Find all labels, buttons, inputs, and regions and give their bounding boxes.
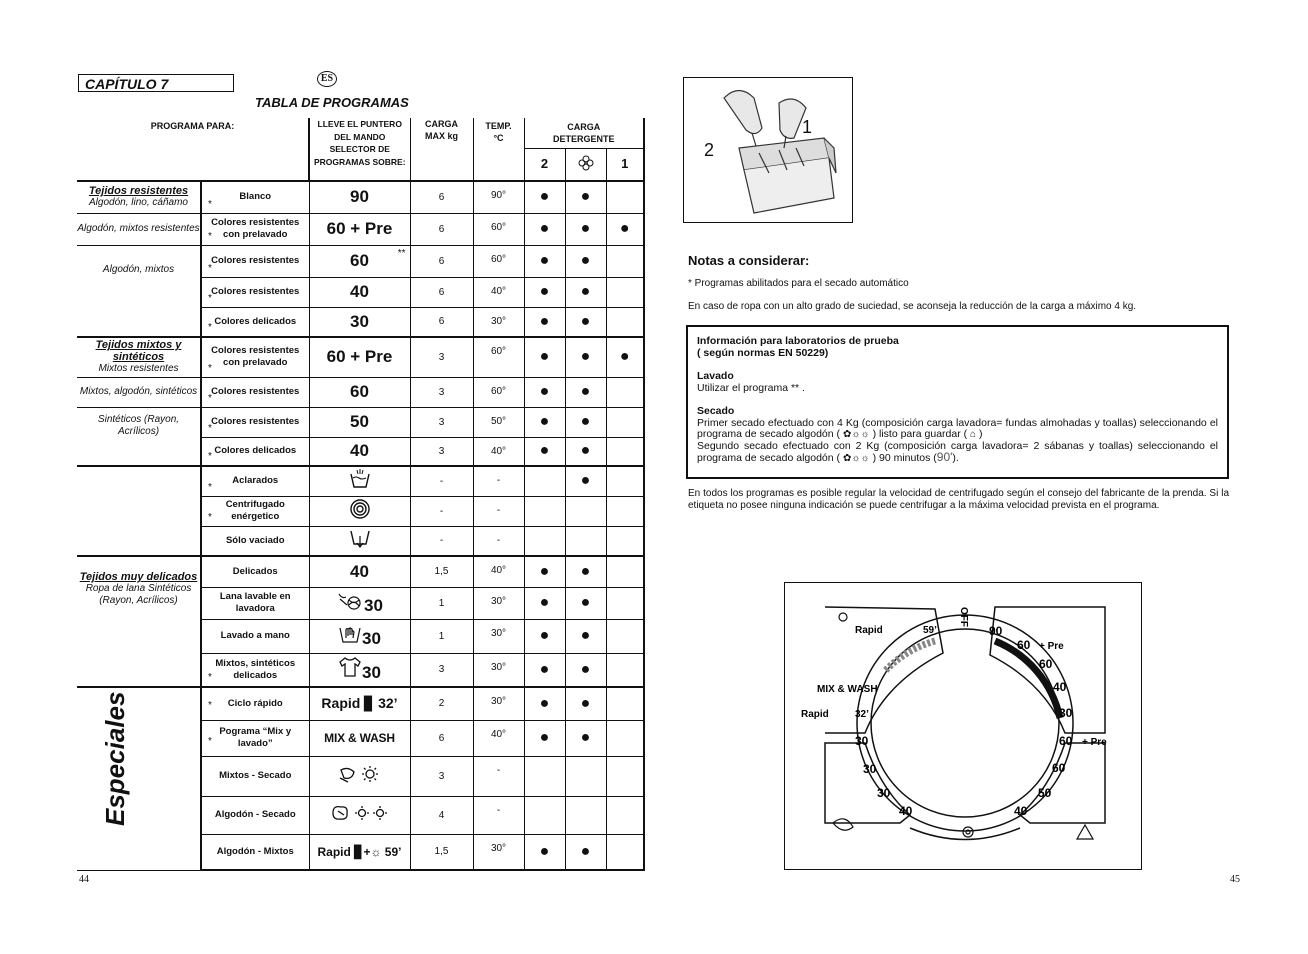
- temperature: 60°: [473, 245, 524, 277]
- program-name: Delicados: [201, 556, 309, 587]
- load-kg: 6: [410, 720, 473, 756]
- program-name: Colores delicados *: [201, 437, 309, 466]
- svg-text:Rapid: Rapid: [855, 625, 883, 636]
- group-muy-delicados: Tejidos muy delicados Ropa de lana Sintéticos (Rayon, Acrílicos): [77, 556, 201, 687]
- detergent-1: [606, 496, 644, 526]
- lab-title: Información para laboratorios de prueba: [697, 335, 899, 347]
- temperature: 60°: [473, 213, 524, 245]
- detergent-flower: ●: [565, 245, 606, 277]
- program-dial-illustration: [784, 582, 1142, 870]
- detergent-1: ●: [606, 213, 644, 245]
- detergent-2: ●: [524, 587, 565, 619]
- svg-text:30: 30: [1059, 706, 1073, 720]
- detergent-flower: ●: [565, 653, 606, 687]
- temperature: 40°: [473, 277, 524, 307]
- selector-value: 30: [309, 307, 410, 337]
- load-kg: 1: [410, 587, 473, 619]
- load-kg: -: [410, 466, 473, 496]
- note-dryer: * Programas abilitados para el secado automático: [688, 278, 909, 289]
- selector-value: 30: [309, 619, 410, 653]
- load-kg: 1,5: [410, 834, 473, 870]
- svg-text:40: 40: [899, 804, 913, 818]
- secado-text: Primer secado efectuado con 4 Kg (composición carga lavadora= fundas almohadas y toallas) seleccionando el programa de secado algodón ( ✿☼☼ ) listo para guardar ( ⌂ ) Segundo secado efectuado con 2 Kg (composición carga lavadora= 2 sábanas y toallas) seleccionando el programa de secado algodón ( ✿☼☼ ) 90 minutos (90').: [697, 416, 1218, 464]
- detergent-2: ●: [524, 337, 565, 377]
- selector-value: 40: [309, 277, 410, 307]
- load-kg: 3: [410, 337, 473, 377]
- basin-icon: ▊: [354, 844, 364, 859]
- temperature: 30°: [473, 834, 524, 870]
- header-det-1: 1: [606, 148, 644, 181]
- program-name: Colores resistentes *: [201, 245, 309, 277]
- temperature: 30°: [473, 687, 524, 720]
- temperature: 30°: [473, 587, 524, 619]
- detergent-1: [606, 796, 644, 834]
- detergent-flower: ●: [565, 687, 606, 720]
- program-name: Mixtos, sintéticos delicados *: [201, 653, 309, 687]
- load-kg: 6: [410, 245, 473, 277]
- temperature: 40°: [473, 720, 524, 756]
- detergent-2: ●: [524, 181, 565, 213]
- svg-text:+ Pre: + Pre: [1082, 737, 1107, 748]
- temperature: -: [473, 796, 524, 834]
- detergent-2: ●: [524, 834, 565, 870]
- detergent-flower: ●: [565, 466, 606, 496]
- dial-off: OFF: [958, 607, 969, 627]
- detergent-2: ●: [524, 619, 565, 653]
- lab-standard: ( según normas EN 50229): [697, 346, 829, 359]
- spin-note: En todos los programas es posible regular la velocidad de centrifugado según el consejo del fabricante de la prenda. Si la etiqueta no posee ninguna indicación se puede centrifugar a la máxima velocidad prevista en el programa.: [688, 488, 1229, 511]
- temperature: 60°: [473, 377, 524, 407]
- mixed-dry-icon: [309, 756, 410, 796]
- detergent-1: [606, 377, 644, 407]
- group-algodon-mixtos-resistentes: Algodón, mixtos resistentes: [77, 213, 201, 245]
- detergent-1: [606, 720, 644, 756]
- detergent-flower: ●: [565, 437, 606, 466]
- svg-text:+ Pre: + Pre: [1039, 641, 1064, 652]
- temperature: 40°: [473, 556, 524, 587]
- header-detergente: CARGA DETERGENTE: [524, 118, 644, 148]
- load-kg: 4: [410, 796, 473, 834]
- header-det-flower: [565, 148, 606, 181]
- load-kg: -: [410, 496, 473, 526]
- program-name: Colores resistentes con prelavado *: [201, 337, 309, 377]
- detergent-1: [606, 619, 644, 653]
- temperature: -: [473, 756, 524, 796]
- lab-info-box: [686, 325, 1229, 479]
- cotton-dry-icon: ✿☼☼: [842, 429, 870, 440]
- selector-value: 60 + Pre: [309, 213, 410, 245]
- detergent-flower: ●: [565, 834, 606, 870]
- svg-text:30: 30: [863, 762, 877, 776]
- detergent-2: [524, 756, 565, 796]
- cotton-dry-icon: ✿☼☼: [842, 453, 870, 464]
- detergent-flower: ●: [565, 181, 606, 213]
- program-name: Mixtos - Secado: [201, 756, 309, 796]
- selector-value: 40: [309, 437, 410, 466]
- detergent-flower: ●: [565, 377, 606, 407]
- detergent-1: [606, 526, 644, 556]
- selector-value: Rapid ▊ 32’: [309, 687, 410, 720]
- program-name: Blanco *: [201, 181, 309, 213]
- detergent-flower: [565, 756, 606, 796]
- program-name: Lana lavable en lavadora: [201, 587, 309, 619]
- svg-text:32’: 32’: [855, 709, 869, 720]
- program-name: Lavado a mano: [201, 619, 309, 653]
- svg-text:60: 60: [1039, 657, 1053, 671]
- detergent-flower: ●: [565, 277, 606, 307]
- detergent-1: [606, 307, 644, 337]
- temperature: 60°: [473, 337, 524, 377]
- hand-wash-icon: [338, 629, 362, 648]
- selector-value: Rapid ▊+☼ 59’: [309, 834, 410, 870]
- detergent-flower: ●: [565, 337, 606, 377]
- detergent-flower: ●: [565, 619, 606, 653]
- lavado-heading: Lavado: [697, 370, 734, 382]
- detergent-1: [606, 653, 644, 687]
- group-sinteticos: Sintéticos (Rayon, Acrílicos): [77, 407, 201, 466]
- load-kg: 3: [410, 756, 473, 796]
- program-name: Sólo vaciado: [201, 526, 309, 556]
- svg-text:59’: 59’: [923, 625, 937, 636]
- detergent-2: ●: [524, 277, 565, 307]
- load-kg: 6: [410, 277, 473, 307]
- temperature: -: [473, 466, 524, 496]
- page-number-left: 44: [79, 874, 89, 885]
- temperature: -: [473, 496, 524, 526]
- note-load: En caso de ropa con un alto grado de suciedad, se aconseja la reducción de la carga a máximo 4 kg.: [688, 301, 1137, 312]
- program-name: Algodón - Secado: [201, 796, 309, 834]
- notes-title: Notas a considerar:: [688, 253, 810, 268]
- detergent-2: ●: [524, 437, 565, 466]
- fig-label-2: 2: [704, 140, 715, 160]
- table-title: TABLA DE PROGRAMAS: [255, 95, 409, 110]
- group-algodon-mixtos: Algodón, mixtos: [77, 245, 201, 337]
- detergent-flower: ●: [565, 307, 606, 337]
- load-kg: 6: [410, 307, 473, 337]
- detergent-2: ●: [524, 653, 565, 687]
- program-name: Aclarados *: [201, 466, 309, 496]
- program-name: Ciclo rápido *: [201, 687, 309, 720]
- lavado-text: Utilizar el programa ** .: [697, 381, 805, 394]
- rinse-icon: [309, 466, 410, 496]
- cotton-dry-icon: [309, 796, 410, 834]
- page-number-right: 45: [1230, 874, 1240, 885]
- detergent-1: [606, 245, 644, 277]
- detergent-2: [524, 526, 565, 556]
- svg-text:60: 60: [1059, 734, 1073, 748]
- selector-value: 30: [309, 653, 410, 687]
- detergent-1: [606, 756, 644, 796]
- selector-value: 60 + Pre: [309, 337, 410, 377]
- detergent-2: ●: [524, 245, 565, 277]
- detergent-1: [606, 181, 644, 213]
- svg-text:30: 30: [855, 734, 869, 748]
- program-name: Centrifugado enérgetico *: [201, 496, 309, 526]
- detergent-2: ●: [524, 377, 565, 407]
- program-name: Colores resistentes *: [201, 377, 309, 407]
- svg-text:40: 40: [1053, 680, 1067, 694]
- selector-value: 40: [309, 556, 410, 587]
- shirt-icon: [338, 663, 362, 682]
- detergent-2: ●: [524, 407, 565, 437]
- dial-90: 90: [989, 624, 1003, 638]
- fig-label-1: 1: [802, 117, 813, 137]
- header-lleve: LLEVE EL PUNTERO DEL MANDO SELECTOR DE PROGRAMAS SOBRE:: [309, 118, 410, 181]
- chapter-label: CAPÍTULO 7: [78, 74, 234, 92]
- selector-value: 60 **: [309, 245, 410, 277]
- detergent-1: [606, 556, 644, 587]
- detergent-1: [606, 407, 644, 437]
- header-det-2: 2: [524, 148, 565, 181]
- basin-icon: ▊: [364, 696, 375, 712]
- programs-table: [77, 118, 645, 871]
- svg-text:Rapid: Rapid: [801, 709, 829, 720]
- detergent-flower: [565, 526, 606, 556]
- program-name: Colores resistentes con prelavado *: [201, 213, 309, 245]
- detergent-1: [606, 437, 644, 466]
- detergent-2: [524, 496, 565, 526]
- svg-text:50: 50: [1038, 786, 1052, 800]
- detergent-flower: [565, 796, 606, 834]
- load-kg: 6: [410, 181, 473, 213]
- program-name: Colores resistentes *: [201, 407, 309, 437]
- detergent-2: ●: [524, 687, 565, 720]
- load-kg: 3: [410, 407, 473, 437]
- temperature: 30°: [473, 653, 524, 687]
- detergent-2: ●: [524, 213, 565, 245]
- detergent-1: [606, 587, 644, 619]
- svg-text:30: 30: [877, 786, 891, 800]
- drain-icon: [309, 526, 410, 556]
- detergent-2: ●: [524, 720, 565, 756]
- group-resistentes: Tejidos resistentes Algodón, lino, cáñamo: [77, 181, 201, 213]
- load-kg: 1,5: [410, 556, 473, 587]
- detergent-2: [524, 796, 565, 834]
- wool-icon: [336, 596, 364, 615]
- temperature: -: [473, 526, 524, 556]
- load-kg: 1: [410, 619, 473, 653]
- group-especiales: Especiales: [77, 687, 201, 870]
- program-name: Colores delicados *: [201, 307, 309, 337]
- dial-60pre: 60: [1017, 638, 1031, 652]
- detergent-1: [606, 466, 644, 496]
- selector-value: 90: [309, 181, 410, 213]
- detergent-2: ●: [524, 556, 565, 587]
- group-mixtos-algodon: Mixtos, algodón, sintéticos: [77, 377, 201, 407]
- temperature: 30°: [473, 307, 524, 337]
- program-name: Pograma “Mix y lavado” *: [201, 720, 309, 756]
- group-empty: [77, 466, 201, 556]
- group-mixtos-sinteticos: Tejidos mixtos y sintéticos Mixtos resistentes: [77, 337, 201, 377]
- detergent-1: [606, 687, 644, 720]
- selector-value: 30: [309, 587, 410, 619]
- load-kg: 2: [410, 687, 473, 720]
- detergent-2: ●: [524, 307, 565, 337]
- detergent-flower: ●: [565, 587, 606, 619]
- hanger-icon: ⌂: [970, 429, 977, 440]
- load-kg: 3: [410, 653, 473, 687]
- detergent-1: [606, 834, 644, 870]
- selector-value: MIX & WASH: [309, 720, 410, 756]
- load-kg: 3: [410, 437, 473, 466]
- sun-icon: ☼: [370, 844, 382, 859]
- spin-icon: [309, 496, 410, 526]
- detergent-2: [524, 466, 565, 496]
- selector-value: 60: [309, 377, 410, 407]
- detergent-flower: [565, 496, 606, 526]
- program-name: Colores resistentes *: [201, 277, 309, 307]
- detergent-flower: ●: [565, 720, 606, 756]
- svg-text:60: 60: [1052, 761, 1066, 775]
- temperature: 40°: [473, 437, 524, 466]
- temperature: 50°: [473, 407, 524, 437]
- detergent-1: ●: [606, 337, 644, 377]
- temperature: 30°: [473, 619, 524, 653]
- secado-heading: Secado: [697, 405, 735, 417]
- header-programa: PROGRAMA PARA:: [77, 118, 309, 181]
- header-temp: TEMP. °C: [473, 118, 524, 181]
- header-carga: CARGA MAX kg: [410, 118, 473, 181]
- program-name: Algodón - Mixtos: [201, 834, 309, 870]
- detergent-1: [606, 277, 644, 307]
- language-badge: ES: [317, 71, 337, 87]
- svg-text:40: 40: [1014, 804, 1028, 818]
- flower-icon: [578, 163, 594, 173]
- selector-value: 50: [309, 407, 410, 437]
- detergent-flower: ●: [565, 556, 606, 587]
- load-kg: 3: [410, 377, 473, 407]
- detergent-flower: ●: [565, 213, 606, 245]
- load-kg: 6: [410, 213, 473, 245]
- temperature: 90°: [473, 181, 524, 213]
- dial-mix-wash: MIX & WASH: [817, 684, 878, 695]
- load-kg: -: [410, 526, 473, 556]
- detergent-flower: ●: [565, 407, 606, 437]
- detergent-drawer-illustration: [683, 77, 853, 223]
